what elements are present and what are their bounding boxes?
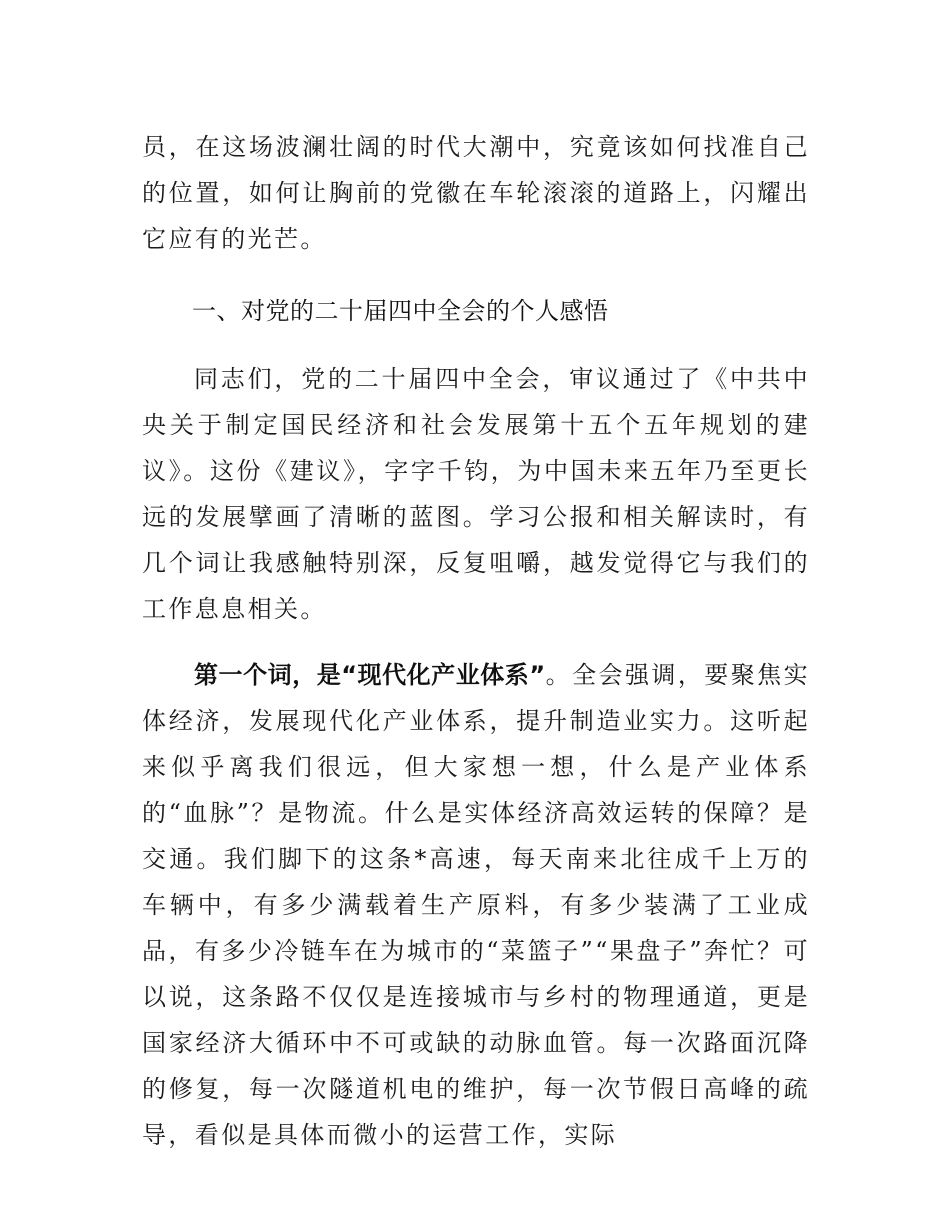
document-page [142, 124, 810, 1158]
section-heading: 一、对党的二十届四中全会的个人感悟 [192, 297, 609, 325]
paragraph-first-word-body: 。全会强调，要聚焦实体经济，发展现代化产业体系，提升制造业实力。这听起来似乎离我们很远，但大家想一想，什么是产业体系的“血脉”？是物流。什么是实体经济高效运转的保障？是交通。我们脚下的这条*高速，每天南来北往成千上万的车辆中，有多少满载着生产原料，有多少装满了工业成品，有多少冷链车在为城市的“菜篮子”“果盘子”奔忙？可以说，这条路不仅仅是连接城市与乡村的物理通道，更是国家经济大循环中不可或缺的动脉血管。每一次路面沉降的修复，每一次隧道机电的维护，每一次节假日高峰的疏导，看似是具体而微小的运营工作，实际 [142, 661, 811, 1149]
paragraph-first-word [142, 652, 810, 1158]
paragraph-intro-continuation: 员，在这场波澜壮阔的时代大潮中，究竟该如何找准自己的位置，如何让胸前的党徽在车轮滚滚的道路上，闪耀出它应有的光芒。 [142, 133, 810, 253]
bold-lead-phrase: 第一个词，是“现代化产业体系” [194, 661, 546, 689]
paragraph-comrades-intro: 同志们，党的二十届四中全会，审议通过了《中共中央关于制定国民经济和社会发展第十五个五年规划的建议》。这份《建议》，字字千钧，为中国未来五年乃至更长远的发展擘画了清晰的蓝图。学习公报和相关解读时，有几个词让我感触特别深，反复咀嚼，越发觉得它与我们的工作息息相关。 [142, 365, 810, 623]
paragraph-spacer [142, 632, 810, 652]
